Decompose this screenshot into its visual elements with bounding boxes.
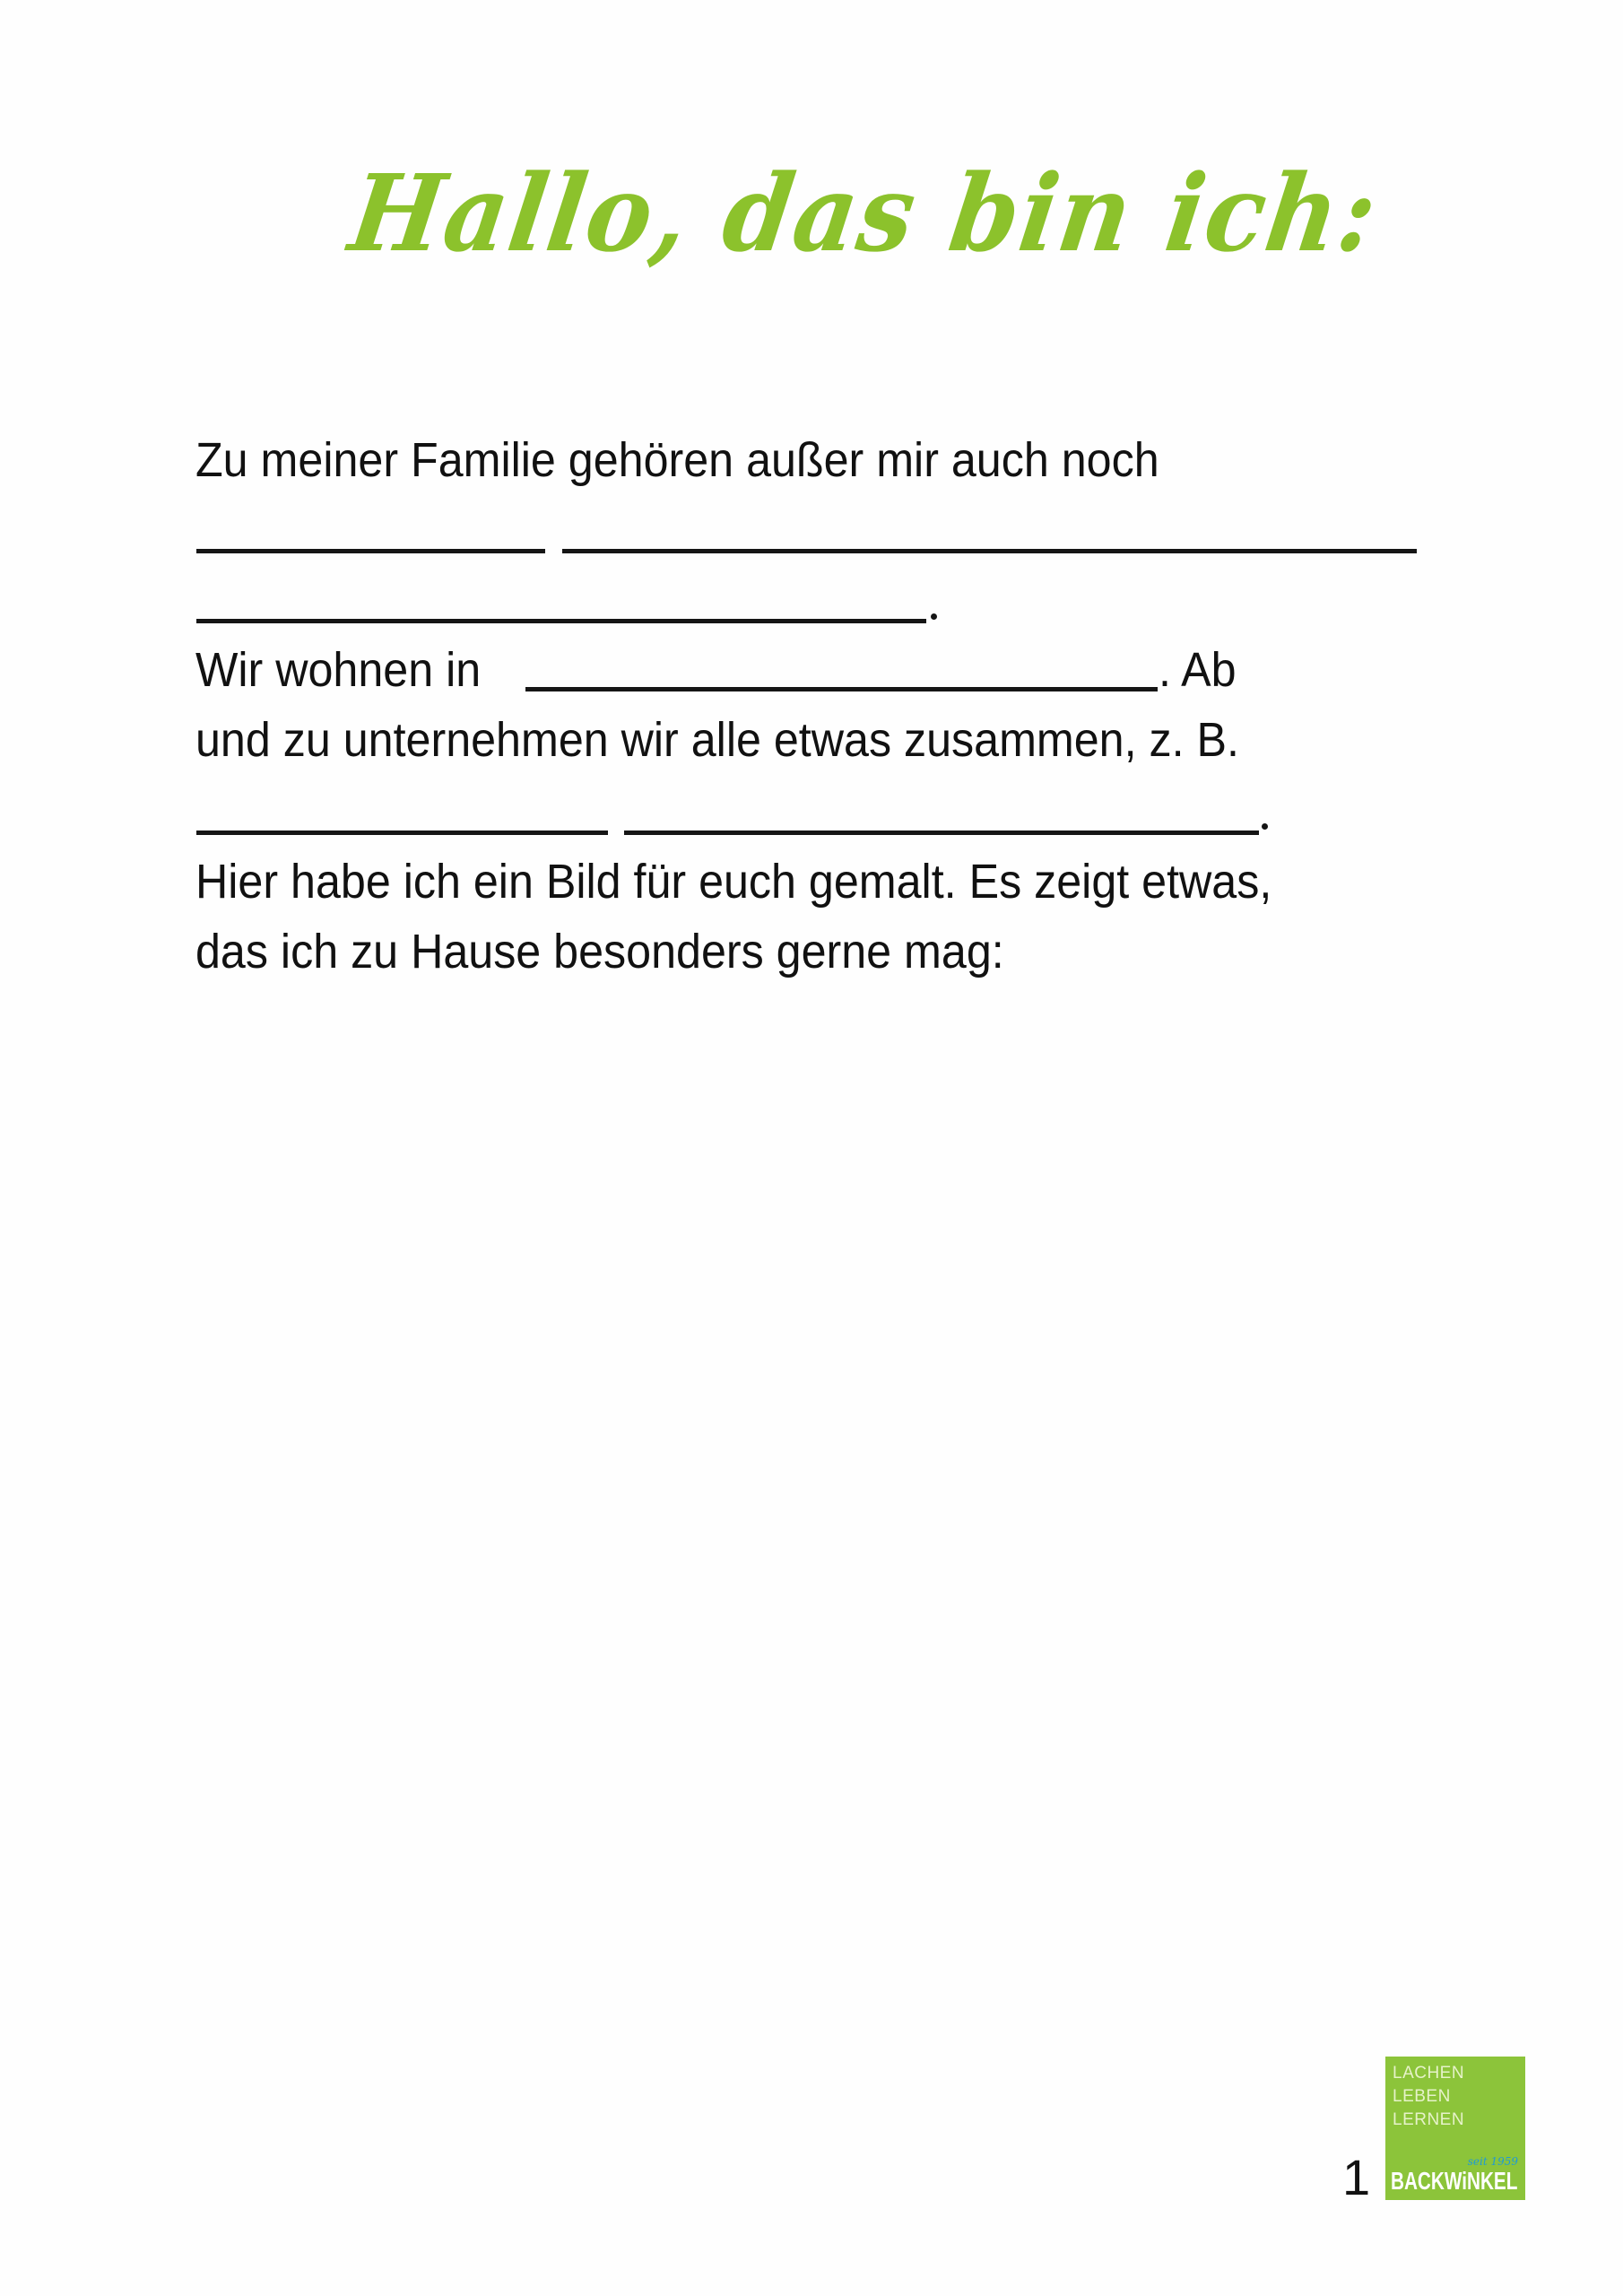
city-blank[interactable] [525,687,1158,691]
logo-tagline-1: LACHEN [1393,2064,1465,2083]
logo-since: seit 1959 [1467,2155,1518,2168]
page-title: Hallo, das bin ich: [343,151,1386,275]
family-blank-3[interactable] [196,619,926,623]
logo-brand-name: BACKWiNKEL [1391,2167,1518,2195]
period-mark [1262,823,1268,830]
family-blank-2[interactable] [562,549,1417,553]
logo-tagline-3: LERNEN [1393,2110,1465,2129]
backwinkel-logo [1385,2057,1525,2200]
drawing-intro-text: Hier habe ich ein Bild für euch gemalt. Es zeigt etwas, [195,855,1272,909]
city-suffix-text: . Ab [1159,643,1237,697]
activity-blank-1[interactable] [196,831,608,835]
drawing-intro-text-2: das ich zu Hause besonders gerne mag: [195,925,1004,978]
activity-blank-2[interactable] [624,831,1259,835]
family-blank-1[interactable] [196,549,545,553]
logo-tagline-2: LEBEN [1393,2087,1451,2106]
activities-intro-text: und zu unternehmen wir alle etwas zusammen, z. B. [195,713,1239,767]
page-number: 1 [1342,2149,1371,2205]
family-intro-text: Zu meiner Familie gehören außer mir auch noch [195,433,1159,487]
city-prefix-text: Wir wohnen in [195,643,482,697]
period-mark [931,613,937,620]
drawing-area[interactable] [195,996,1433,2018]
